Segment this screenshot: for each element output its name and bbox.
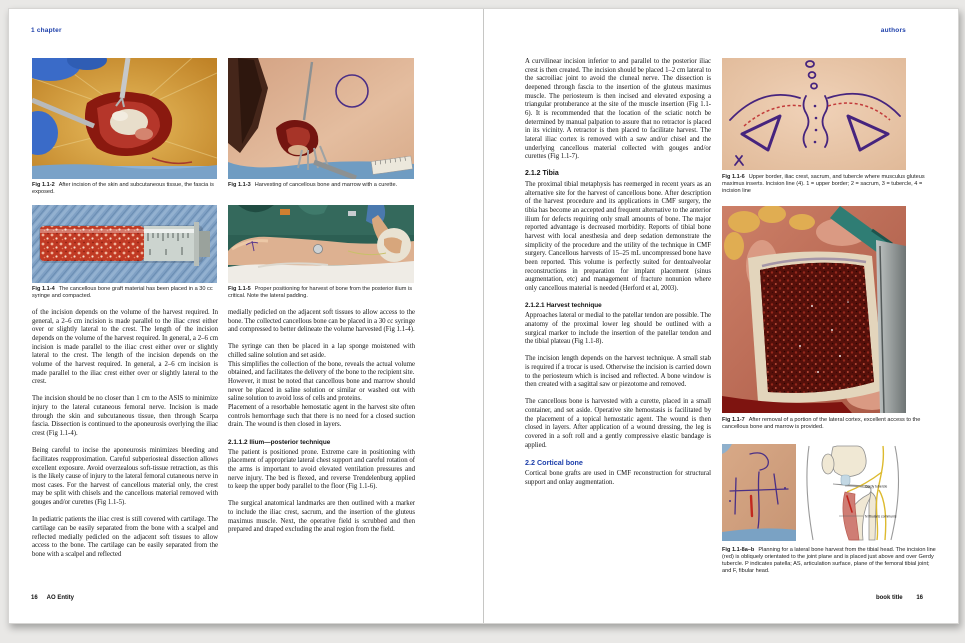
body-paragraph: The surgical anatomical landmarks are then outlined with a marker to include the iliac crest, sacrum, and the insertion of the gluteus maximus muscle. Next, the operative field is scrubbed and then prepared and draped excluding the anal region from the field. xyxy=(228,500,415,534)
body-paragraph: In pediatric patients the iliac crest is still covered with cartilage. The cartilage can be easily separated from the bone with a scalpel and reflected medially pedicled on the adjacent soft tissues to allow access to the bone. The cartilage can be easily separated from the bone with a scalpel and reflected xyxy=(32,516,218,558)
body-paragraph: This simplifies the collection of the bone, reveals the actual volume obtained, and facilitates the delivery of the bone to the recipient site. xyxy=(228,360,415,377)
body-paragraph: The patient is positioned prone. Extreme care in positioning with placement of appropriate lateral chest support and careful rotation of the arms is important to avoid elevated ventilation pressures and nerve injury. The bed is flexed, and reverse Trendelenburg applied to keep the upper body parallel to the floor (Fig 1.1-6). xyxy=(228,448,415,491)
caption-label: Fig 1.1-6 xyxy=(722,174,745,180)
illustration-label-gerdy-tubercle: Gerdy tubercle xyxy=(865,484,888,489)
caption-text: Upper border, iliac crest, sacrum, and tubercle where musculus gluteus maximus inserts. Incision line (4). 1 = upper border; 2 = sacrum, 3 = tubercle, 4 = incision line xyxy=(722,174,925,194)
body-paragraph: The syringe can then be placed in a lap sponge moistened with chilled saline solution and set aside. xyxy=(228,343,415,360)
right-page-footer xyxy=(876,595,923,601)
caption-text: The cancellous bone graft material has been placed in a 30 cc syringe and compacted. xyxy=(32,286,213,299)
book-spread xyxy=(8,8,959,624)
caption-label: Fig 1.1-4 xyxy=(32,286,55,292)
caption-text: After incision of the skin and subcutaneous tissue, the fascia is exposed. xyxy=(32,182,214,195)
caption-label: Fig 1.1-5 xyxy=(228,286,251,292)
subheading-ilium-posterior: 2.1.1.2 Ilium—posterior technique xyxy=(228,438,331,446)
caption-text: Harvesting of cancellous bone and marrow with a curette. xyxy=(254,182,398,188)
body-paragraph: The incision length depends on the harvest technique. A small stab is required if a trocar is used. Otherwise the incision is carried down to the periosteum which is incised and reflected. A bone window is then created with a sagittal saw or piezotome and removed. xyxy=(525,355,711,389)
caption-fig-1-1-6 xyxy=(722,174,938,195)
book-label: AO Entity xyxy=(46,595,75,601)
body-paragraph: The proximal tibial metaphysis has reemerged in recent years as an alternative site for the harvest of cancellous bone. After description of the harvest procedure and its applications in CMF surgery, the tibia has become an accepted and frequent alternative to the anterior ilium for defects requiring only small amounts of bone. The major reported advantage is decreased morbidity. Reports of tibial bone harvest with local anesthesia and deep sedation demonstrate the simplicity of the procedure and the utility of the technique in CMF surgery. Cancellous harvests of 15–25 mL uncompressed bone have been reported. This volume is perfectly suited for dentoalveolar reconstructions in preparation for implant placement (sinus augmentation, etc) and management of fracture nonunion where only cancellous material is needed (Herford et al, 2003). xyxy=(525,181,711,292)
body-paragraph: The cancellous bone is harvested with a curette, placed in a small container, and set aside. Operative site hemostasis is facilitated by the placement of a topical hemostatic agent. The wound is then closed in layers. After application of a wound dressing, the leg is covered in a soft roll and a gently compressive elastic bandage is applied. xyxy=(525,398,711,449)
body-paragraph: of the incision depends on the volume of the harvest required. In general, a 2–6 cm incision is made parallel to the iliac crest either over or slightly lateral to the crest. The length of the incision depends on the volume of the harvest required. In general, a 2–6 cm incision is made parallel to the iliac crest either over or slightly lateral to the crest. The length of the incision depends on the volume of the harvest required. In general, a 2–6 cm incision is made parallel to the iliac crest either over or slightly lateral to the crest. xyxy=(32,309,218,386)
caption-label: Fig 1.1-3 xyxy=(228,182,251,188)
caption-fig-1-1-2 xyxy=(32,182,217,196)
photo-fig-1-1-2-iliac-incision xyxy=(32,58,217,179)
photo-fig-1-1-3-curette-harvest xyxy=(228,58,414,179)
photo-fig-1-1-7-cancellous-exposure xyxy=(722,206,906,413)
body-paragraph: However, it must be noted that cancellous bone and marrow should never be placed in saline solution or similar or washed out with saline solution to avoid loss of cells and proteins. xyxy=(228,378,415,403)
page-number: 16 xyxy=(31,595,38,601)
illustration-label-fibular-nerve: N fibularis communis xyxy=(865,514,897,519)
body-paragraph: A curvilinear incision inferior to and parallel to the posterior iliac crest is then created. The incision should be placed 1–2 cm lateral to the sacroiliac joint to avoid the cluneal nerve. The dissection is deepened through fascia to the insertion of the gluteus maximus muscle. The periosteum is then incised and elevated exposing a triangular protuberance at the site of the muscle insertion (Fig 1.1-6). It is recommended that the location of the sciatic notch be determined by manual palpation to assure that no retractor is placed in its vicinity. A retractor is then placed to facilitate harvest. The lateral iliac cortex is removed with a saw and/or chisel and the underlying cancellous material collected with gouges and/or curettes (Fig 1.1-7). xyxy=(525,58,711,161)
left-page-column-1 xyxy=(32,309,218,568)
heading-tibia: 2.1.2 Tibia xyxy=(525,170,559,178)
caption-label: Fig 1.1-2 xyxy=(32,182,55,188)
spread-gutter-line xyxy=(483,9,484,623)
body-paragraph: Approaches lateral or medial to the patellar tendon are possible. The anatomy of the proximal lower leg should be outlined with a surgical marker to include the insertion of the patellar tendon and the tibial plateau (Fig 1.1-8). xyxy=(525,312,711,346)
illustration-fig-1-1-8b-knee-anatomy xyxy=(799,444,938,541)
left-page xyxy=(9,9,483,623)
left-page-footer xyxy=(31,595,74,601)
body-paragraph: medially pedicled on the adjacent soft tissues to allow access to the bone. The collected cancellous bone can be placed in a 30 cc syringe and compressed to better delineate the volume harvested (Fig 1.1-4). xyxy=(228,309,415,334)
caption-fig-1-1-8 xyxy=(722,547,938,575)
caption-label: Fig 1.1-7 xyxy=(722,417,745,423)
caption-text: After removal of a portion of the lateral cortex, excellent access to the cancellous bone and marrow is provided. xyxy=(722,417,921,430)
body-paragraph: Placement of a resorbable hemostatic agent in the harvest site often controls hemorrhage such that there is no need for a closed suction drain. The wound is then closed in layers. xyxy=(228,404,415,429)
book-label: book title xyxy=(875,595,903,601)
caption-text: Proper positioning for harvest of bone from the posterior ilium is critical. Note the lateral padding. xyxy=(228,286,413,299)
photo-fig-1-1-8a-knee-markings xyxy=(722,444,796,541)
left-running-head: 1 chapter xyxy=(31,27,62,34)
right-page xyxy=(483,9,958,623)
subheading-harvest-technique: 2.1.2.1 Harvest technique xyxy=(525,302,602,310)
page-number: 16 xyxy=(916,595,923,601)
caption-label: Fig 1.1-8a–b xyxy=(722,547,755,553)
right-page-column xyxy=(525,58,711,496)
body-paragraph: Cortical bone grafts are used in CMF reconstruction for structural support and onlay augmentation. xyxy=(525,470,711,486)
caption-fig-1-1-4 xyxy=(32,286,217,300)
body-paragraph: The incision should be no closer than 1 cm to the ASIS to minimize injury to the lateral cutaneous femoral nerve. Incision is made through the skin and subcutaneous tissue, then through Scarpa fascia. Dissection is continued to the aponeurosis overlying the iliac crest (Fig 1.1-4). xyxy=(32,395,218,438)
left-page-column-2 xyxy=(228,309,415,544)
caption-fig-1-1-3 xyxy=(228,182,414,189)
body-paragraph: Being careful to incise the aponeurosis minimizes bleeding and facilitates reapproximation. Careful subperiosteal dissection allows excellent exposure. Avoid overzealous soft-tissue retraction, as this is the likely cause of injury to the lateral femoral cutaneous nerve in most cases. For the harvest of cancellous material only, the crest may be split with chisels and the cancellous material removed with gouges and/or curettes (Fig 1.1-5). xyxy=(32,447,218,507)
photo-fig-1-1-6-landmark-markings xyxy=(722,58,906,170)
caption-fig-1-1-7 xyxy=(722,417,938,431)
caption-text: Planning for a lateral bone harvest from the tibial head. The incision line (red) is obliquely orientated to the joint plane and is placed just above and over Gerdy tubercle. P indicates patella; AS, articulation surface, plane of the femoral tibial joint; and F, fibular head. xyxy=(722,547,936,574)
photo-fig-1-1-5-prone-positioning xyxy=(228,205,414,283)
right-running-head: authors xyxy=(880,27,906,34)
caption-fig-1-1-5 xyxy=(228,286,414,300)
photo-fig-1-1-4-syringe xyxy=(32,205,217,283)
heading-cortical-bone: 2.2 Cortical bone xyxy=(525,457,583,467)
